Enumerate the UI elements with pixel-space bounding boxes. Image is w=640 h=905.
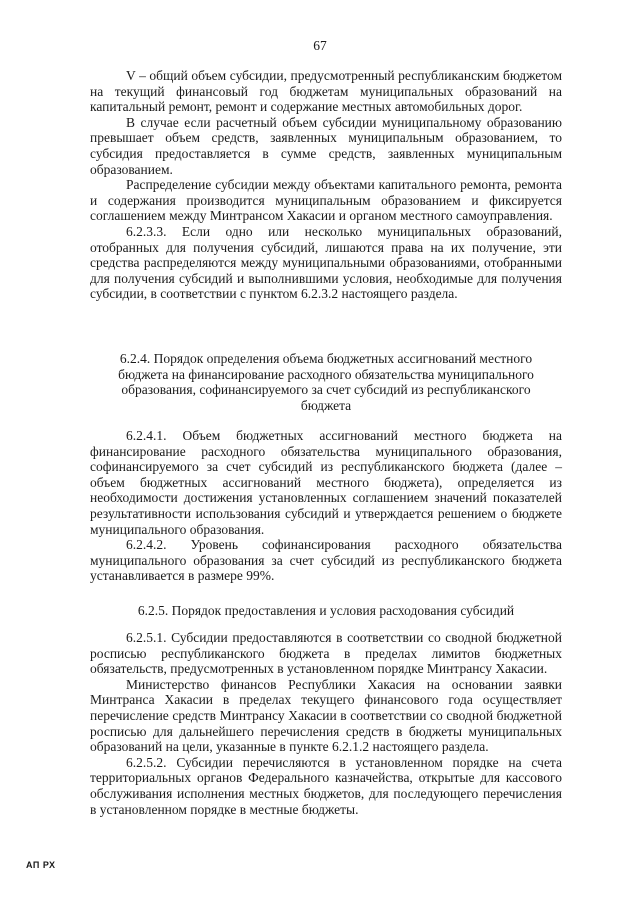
section-6-2-4-paragraphs xyxy=(90,428,562,584)
section-6-2-4-heading: 6.2.4. Порядок определения объема бюджетных ассигнований местного бюджета на финансирование расходного обязательства муниципального образования, софинансируемого за счет субсидий из республиканского бюджета xyxy=(118,351,534,413)
paragraph-subsidy-exceeds: В случае если расчетный объем субсидии муниципальному образованию превышает объем средств, заявленных муниципальным образованием, то субсидия предоставляется в сумме средств, заявленных муниципальным образованием. xyxy=(90,114,562,177)
paragraph-v-definition: V – общий объем субсидии, предусмотренный республиканским бюджетом на текущий финансовый год бюджетам муниципальных образований на капитальный ремонт, ремонт и содержание местных автомобильных дорог. xyxy=(90,68,562,115)
paragraph-6-2-3-3: 6.2.3.3. Если одно или несколько муниципальных образований, отобранных для получения субсидий, лишаются права на их получение, эти средства распределяются между муниципальными образованиями, отобранными для получения субсидий и выполнившими условия, необходимые для получения субсидии, в соответствии с пунктом 6.2.3.2 настоящего раздела. xyxy=(90,223,562,302)
paragraph-6-2-5-2: 6.2.5.2. Субсидии перечисляются в установленном порядке на счета территориальных органов Федерального казначейства, открытые для кассового обслуживания исполнения местных бюджетов, для последующего перечисления в установленном порядке в местные бюджеты. xyxy=(90,754,562,817)
paragraph-minfin: Министерство финансов Республики Хакасия на основании заявки Минтранса Хакасии в пределах текущего финансового года осуществляет перечисление средств Минтрансу Хакасии в соответствии со сводной бюджетной росписью для дальнейшего перечисления средств в бюджеты муниципальных образований на цели, указанные в пункте 6.2.1.2 настоящего раздела. xyxy=(90,676,562,755)
top-paragraphs xyxy=(90,68,562,302)
paragraph-distribution: Распределение субсидии между объектами капитального ремонта, ремонта и содержания производится муниципальным образованием и фиксируется соглашением между Минтрансом Хакасии и органом местного самоуправления. xyxy=(90,177,562,224)
paragraph-6-2-4-2: 6.2.4.2. Уровень софинансирования расходного обязательства муниципального образования за счет субсидий из республиканского бюджета устанавливается в размере 99%. xyxy=(90,537,562,584)
section-6-2-5-heading: 6.2.5. Порядок предоставления и условия расходования субсидий xyxy=(137,603,515,618)
paragraph-6-2-5-1: 6.2.5.1. Субсидии предоставляются в соответствии со сводной бюджетной росписью республиканского бюджета в пределах лимитов бюджетных обязательств, предусмотренных в установленном порядке Минтрансу Хакасии. xyxy=(90,630,562,677)
page-number: 67 xyxy=(313,38,327,53)
archive-stamp-mark: АП РХ xyxy=(26,860,56,870)
section-6-2-4-heading-block xyxy=(90,351,562,413)
paragraph-6-2-4-1: 6.2.4.1. Объем бюджетных ассигнований местного бюджета на финансирование расходного обязательства муниципального образования, софинансируемого за счет субсидий из республиканского бюджета (далее – объем бюджетных ассигнований местного бюджета), определяется из необходимости достижения установленных соглашением значений показателей результативности использования субсидий и утверждается решением о бюджете муниципального образования. xyxy=(90,428,562,537)
section-6-2-5-heading-block xyxy=(90,603,562,619)
section-6-2-5-paragraphs xyxy=(90,630,562,817)
